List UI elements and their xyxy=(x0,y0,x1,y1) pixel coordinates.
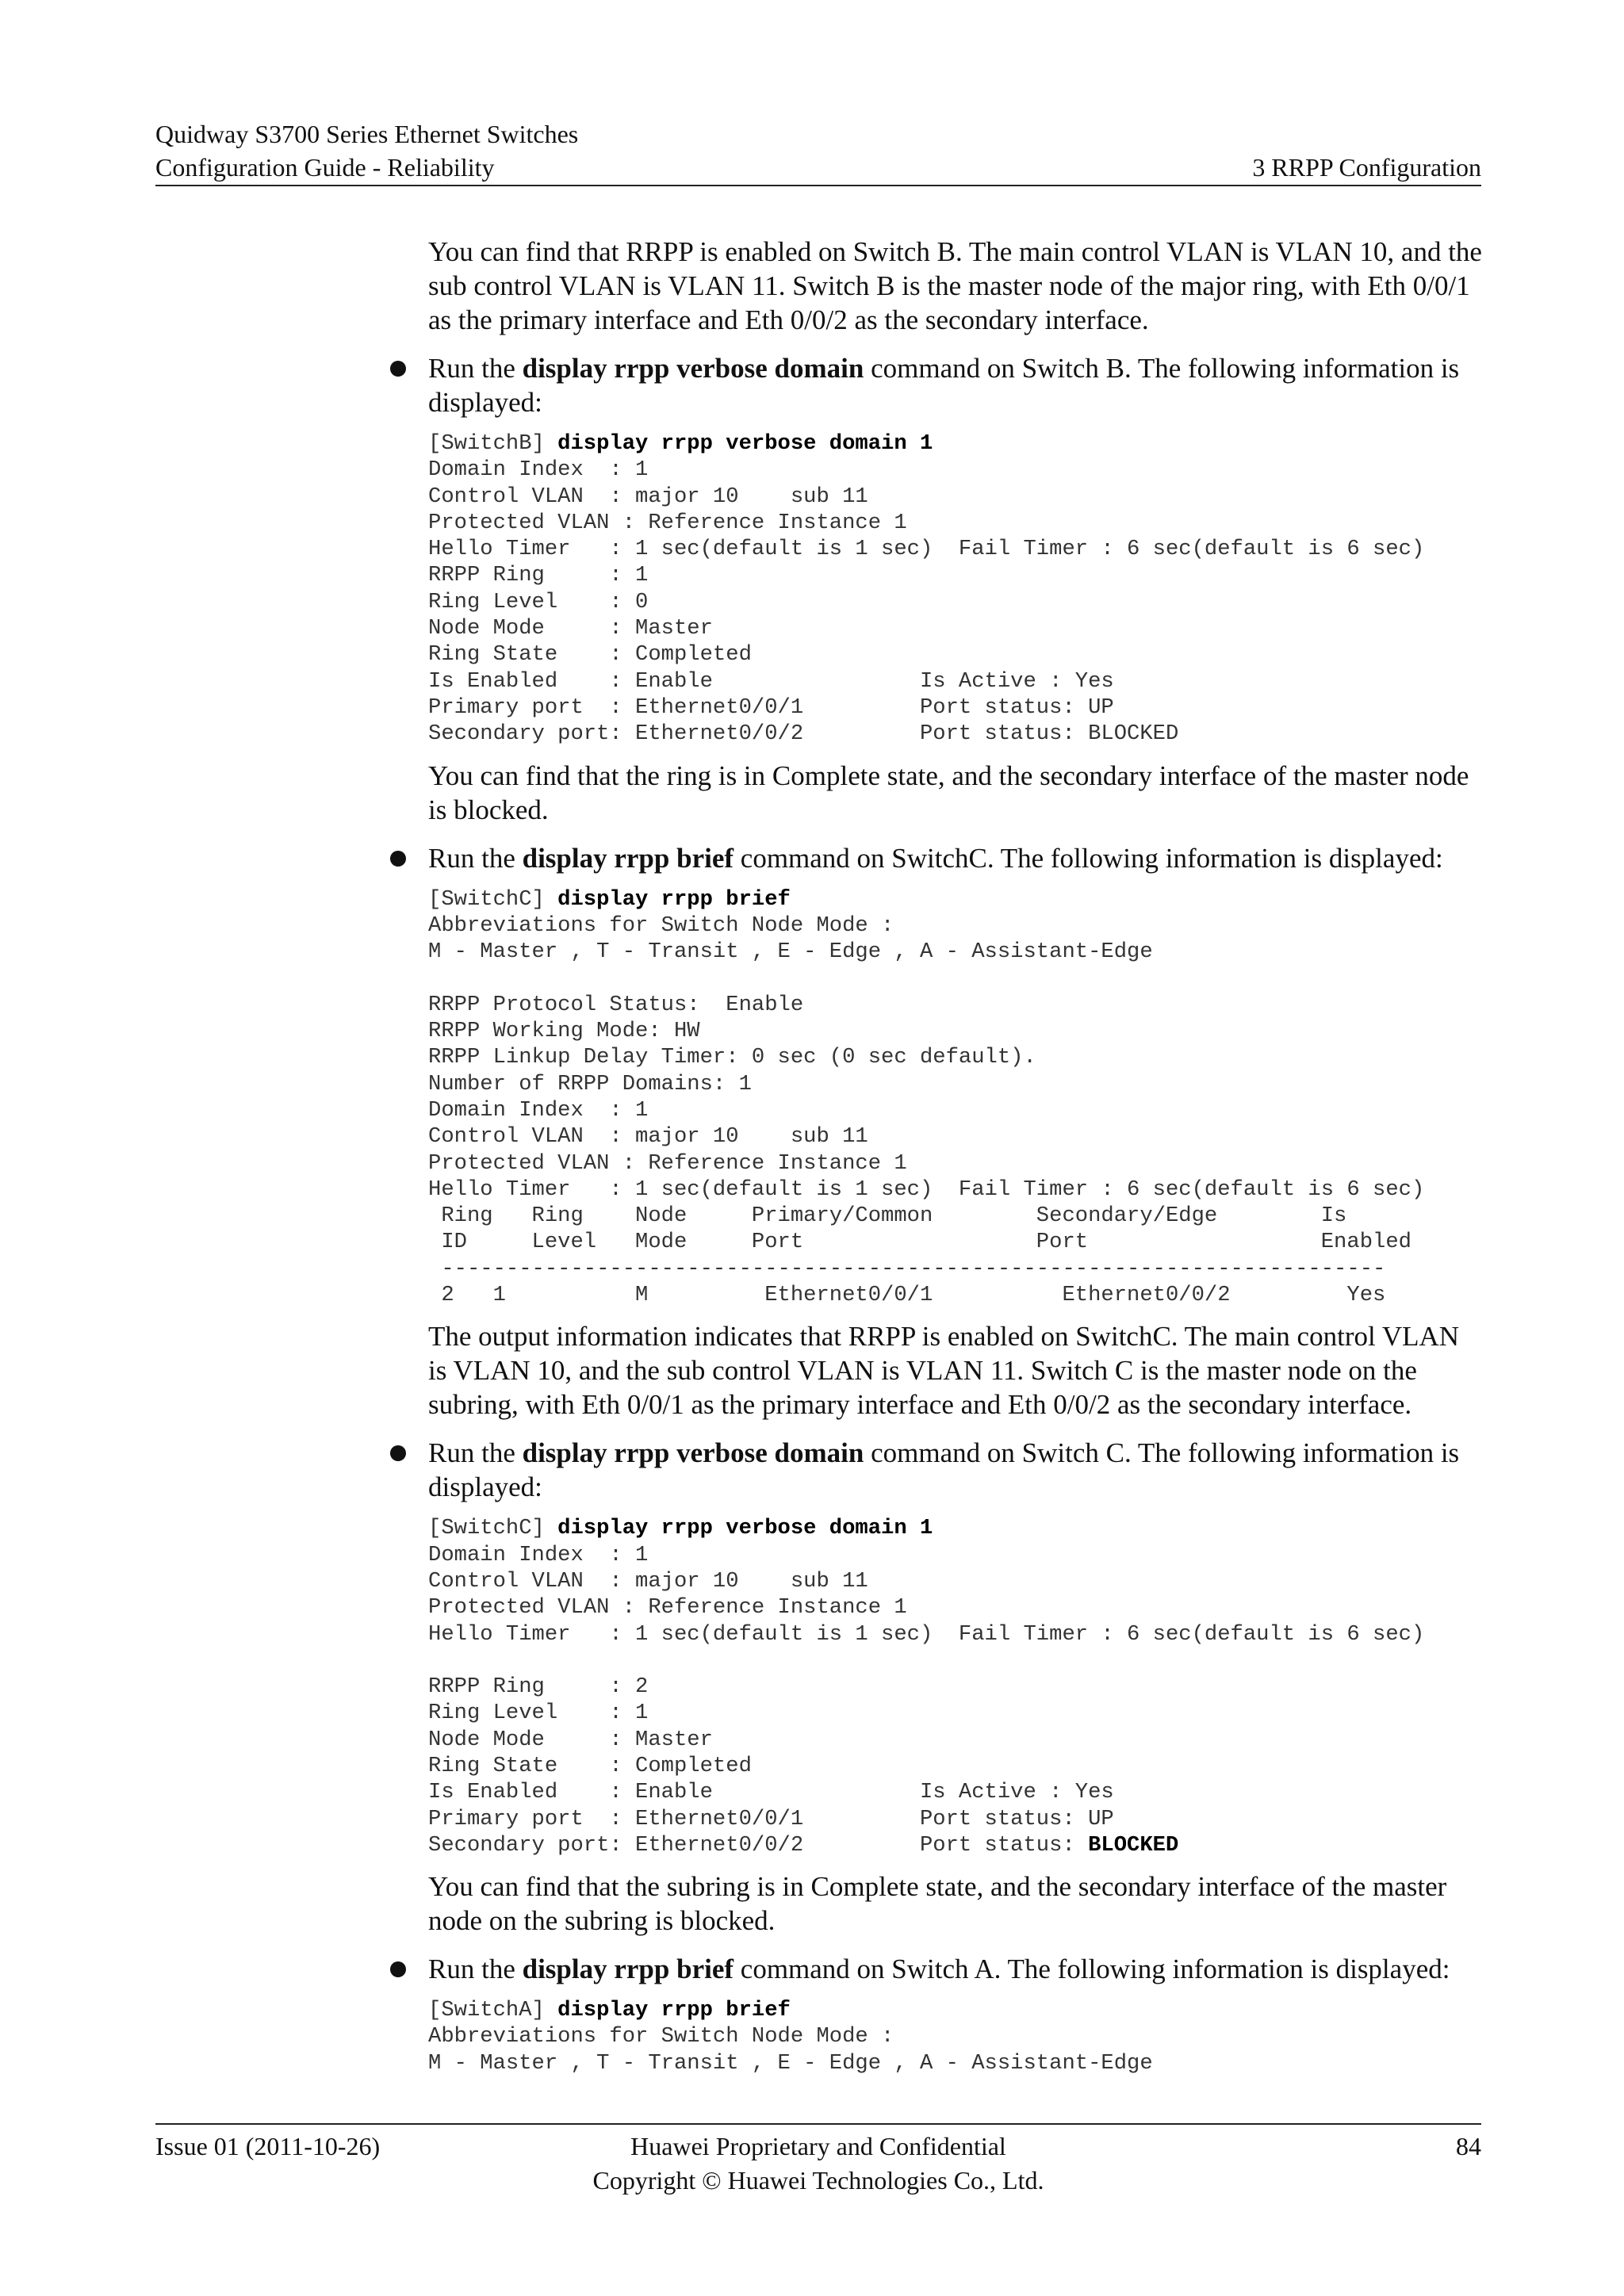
code-output: Domain Index : 1 Control VLAN : major 10 sub 11 Protected VLAN : Reference Instance 1 Hello Timer : 1 sec(default is 1 sec) Fail Timer : 6 sec(default is 6 sec) RRPP Ring : 1 Ring Level : 0 Node Mode : Master Ring State : Completed Is Enabled : Enable Is Active : Yes Primary port : Ethernet0/0/1 Port status: UP Secondary port: Ethernet0/0/2 Port status: BLOCKED xyxy=(428,457,1425,747)
blocked-status: BLOCKED xyxy=(1088,1832,1179,1858)
code-prompt: [SwitchA] xyxy=(428,1998,558,2023)
code-prompt: [SwitchC] xyxy=(428,1516,558,1541)
bullet-item xyxy=(428,351,1483,419)
bullet-icon xyxy=(390,361,406,377)
bullet-text: command on Switch C. The following information is displayed: xyxy=(428,1437,1460,1503)
bullet-text: Run the xyxy=(428,842,523,874)
bullet-icon xyxy=(390,1961,406,1977)
bullet-text: command on SwitchC. The following information is displayed: xyxy=(733,842,1443,874)
bullet-text: Run the xyxy=(428,1437,523,1469)
bullet-item xyxy=(428,1436,1483,1504)
code-block xyxy=(428,886,1483,1309)
code-block xyxy=(428,430,1483,748)
code-command: display rrpp verbose domain 1 xyxy=(557,431,933,456)
footer-copyright: Copyright © Huawei Technologies Co., Ltd. xyxy=(592,2166,1044,2195)
code-output-last: Secondary port: Ethernet0/0/2 Port status: xyxy=(428,1832,1089,1858)
code-block xyxy=(428,1515,1483,1858)
bullet-item xyxy=(428,841,1483,875)
bullet-text: command on Switch A. The following information is displayed: xyxy=(733,1954,1450,1985)
bullet-text: command on Switch B. The following information is displayed: xyxy=(428,353,1460,418)
code-prompt: [SwitchB] xyxy=(428,431,558,456)
command-name: display rrpp brief xyxy=(522,1954,734,1985)
code-command: display rrpp brief xyxy=(557,886,791,912)
command-name: display rrpp verbose domain xyxy=(522,353,864,384)
paragraph: The output information indicates that RRPP is enabled on SwitchC. The main control VLAN is VLAN 10, and the sub control VLAN is VLAN 11. Switch C is the master node on the subring, with Eth 0/0/1 as the primary interface and Eth 0/0/2 as the secondary interface. xyxy=(428,1321,1460,1421)
main-content xyxy=(428,235,1483,2076)
footer-divider xyxy=(155,2123,1481,2125)
command-name: display rrpp brief xyxy=(522,842,734,874)
paragraph: You can find that RRPP is enabled on Switch B. The main control VLAN is VLAN 10, and the sub control VLAN is VLAN 11. Switch B is the master node of the major ring, with Eth 0/0/1 as the primary interface and Eth 0/0/2 as the secondary interface. xyxy=(428,236,1482,335)
code-command: display rrpp brief xyxy=(557,1998,791,2023)
code-output: Domain Index : 1 Control VLAN : major 10 sub 11 Protected VLAN : Reference Instance 1 Hello Timer : 1 sec(default is 1 sec) Fail Timer : 6 sec(default is 6 sec) RRPP Ring : 2 Ring Level : 1 Node Mode : Master Ring State : Completed Is Enabled : Enable Is Active : Yes Primary port : Ethernet0/0/1 Port status: UP xyxy=(428,1542,1425,1831)
page-number: 84 xyxy=(1456,2132,1481,2160)
bullet-icon xyxy=(390,851,406,867)
header-divider xyxy=(155,185,1481,186)
footer-issue: Issue 01 (2011-10-26) xyxy=(155,2132,381,2160)
footer-confidential: Huawei Proprietary and Confidential xyxy=(630,2132,1006,2160)
paragraph: You can find that the subring is in Complete state, and the secondary interface of the master node on the subring is blocked. xyxy=(428,1871,1447,1937)
bullet-item xyxy=(428,1952,1483,1986)
command-name: display rrpp verbose domain xyxy=(522,1437,864,1469)
code-output: Abbreviations for Switch Node Mode : M - Master , T - Transit , E - Edge , A - Assistant-Edge xyxy=(428,2024,1153,2076)
code-prompt: [SwitchC] xyxy=(428,886,558,912)
code-block xyxy=(428,1997,1483,2076)
bullet-icon xyxy=(390,1445,406,1461)
code-output: Abbreviations for Switch Node Mode : M - Master , T - Transit , E - Edge , A - Assistant-Edge RRPP Protocol Status: Enable RRPP Working Mode: HW RRPP Linkup Delay Timer: 0 sec (0 sec default). Number of RRPP Domains: 1 Domain Index : 1 Control VLAN : major 10 sub 11 Protected VLAN : Reference Instance 1 Hello Timer : 1 sec(default is 1 sec) Fail Timer : 6 sec(default is 6 sec) Ring Ring Node Primary/Common Secondary/Edge Is ID Level Mode Port Port Enabled ------------------------------------------------------------------------- 2 1 M Ethernet0/0/1 Ethernet0/0/2 Yes xyxy=(428,913,1425,1308)
page-header xyxy=(155,117,1481,184)
paragraph: You can find that the ring is in Complete state, and the secondary interface of the master node is blocked. xyxy=(428,760,1469,825)
bullet-text: Run the xyxy=(428,353,523,384)
header-guide-title: Configuration Guide - Reliability xyxy=(155,153,495,182)
header-chapter: 3 RRPP Configuration xyxy=(1252,153,1481,182)
code-command: display rrpp verbose domain 1 xyxy=(557,1516,933,1541)
bullet-text: Run the xyxy=(428,1954,523,1985)
header-product: Quidway S3700 Series Ethernet Switches xyxy=(155,120,579,148)
